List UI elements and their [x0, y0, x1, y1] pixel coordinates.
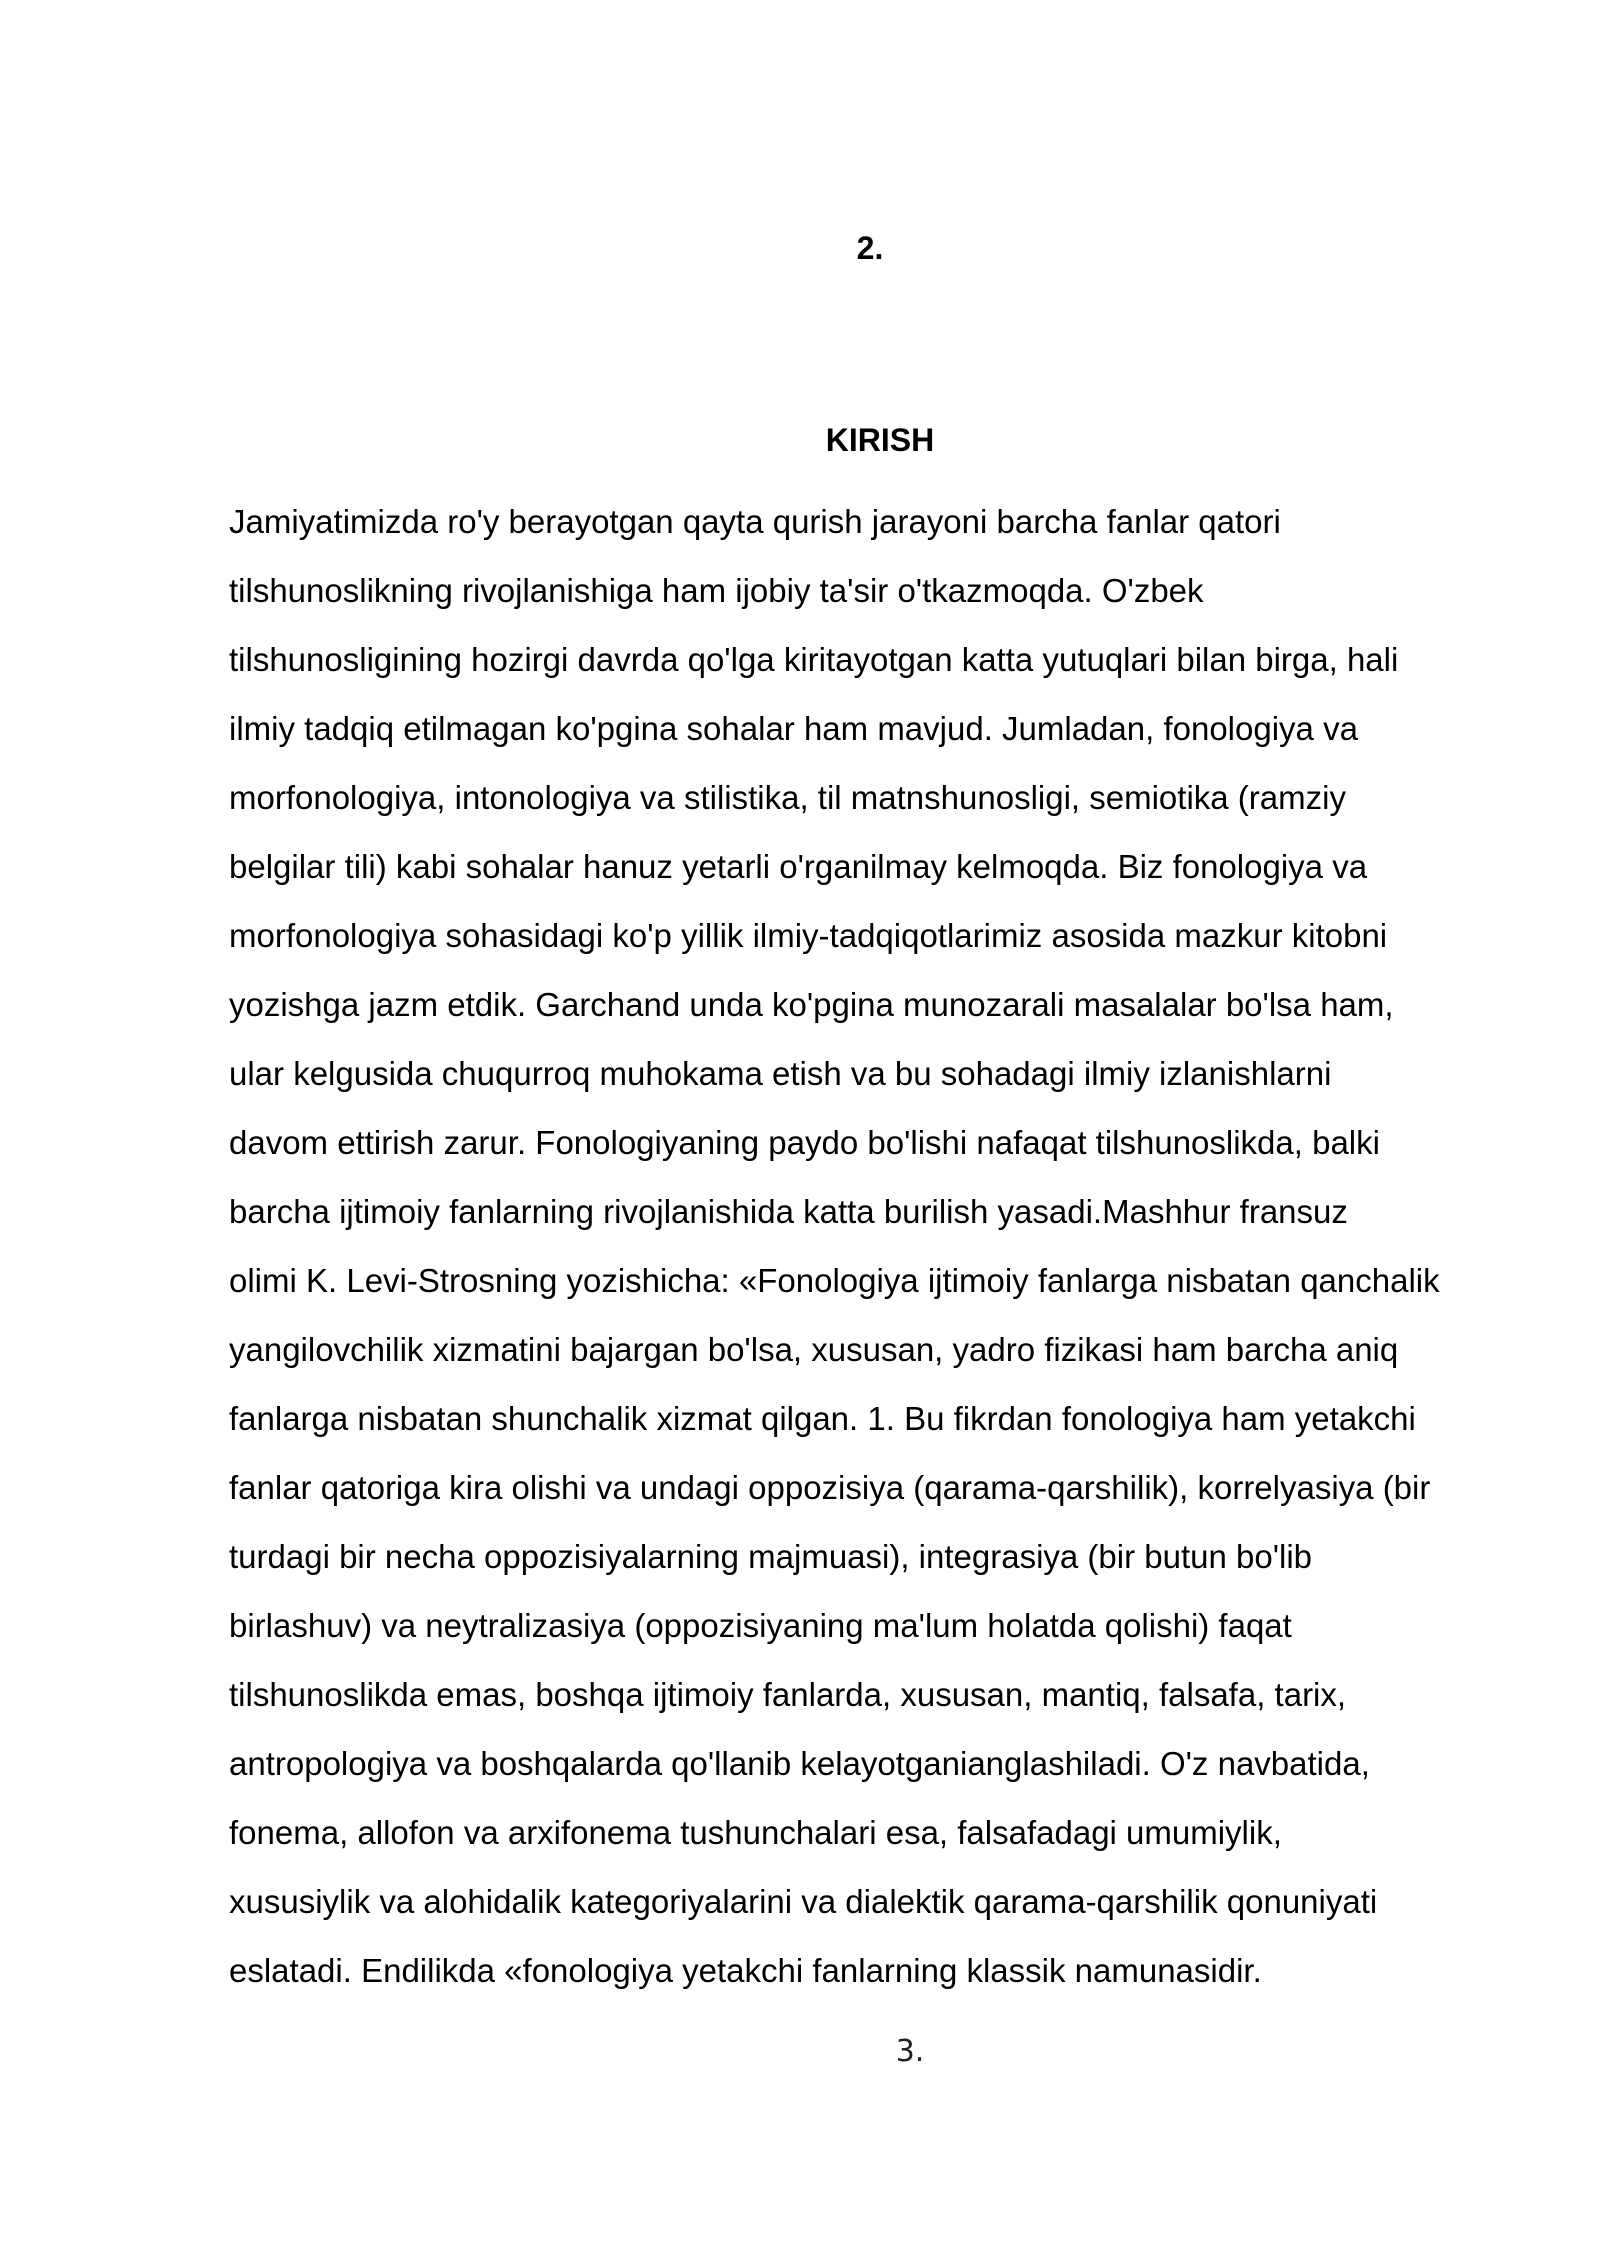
section-heading: KIRISH: [825, 422, 935, 458]
text-line: birlashuv) va neytralizasiya (oppozisiyaning ma'lum holatda qolishi) faqat: [229, 1607, 1292, 1644]
text-line: yangilovchilik xizmatini bajargan bo'lsa, xususan, yadro fizikasi ham barcha aniq: [229, 1331, 1399, 1368]
text-line: fanlar qatoriga kira olishi va undagi oppozisiya (qarama-qarshilik), korrelyasiya (bir: [229, 1469, 1431, 1506]
text-line: barcha ijtimoiy fanlarning rivojlanishida katta burilish yasadi.Mashhur fransuz: [229, 1193, 1348, 1230]
text-line: fonema, allofon va arxifonema tushunchalari esa, falsafadagi umumiylik,: [229, 1814, 1282, 1851]
text-line: tilshunoslikda emas, boshqa ijtimoiy fanlarda, xususan, mantiq, falsafa, tarix,: [229, 1676, 1347, 1713]
body-paragraph: [229, 487, 1519, 2005]
text-line: antropologiya va boshqalarda qo'llanib kelayotganianglashiladi. O'z navbatida,: [229, 1745, 1370, 1782]
text-line: morfonologiya sohasidagi ko'p yillik ilmiy-tadqiqotlarimiz asosida mazkur kitobni: [229, 917, 1388, 954]
text-line: eslatadi. Endilikda «fonologiya yetakchi fanlarning klassik namunasidir.: [229, 1952, 1262, 1989]
text-line: tilshunoslikning rivojlanishiga ham ijobiy ta'sir o'tkazmoqda. O'zbek: [229, 572, 1204, 609]
text-line: yozishga jazm etdik. Garchand unda ko'pgina munozarali masalalar bo'lsa ham,: [229, 986, 1394, 1023]
page-number-top: 2.: [856, 230, 884, 266]
text-line: ilmiy tadqiq etilmagan ko'pgina sohalar ham mavjud. Jumladan, fonologiya va: [229, 710, 1358, 747]
text-line: davom ettirish zarur. Fonologiyaning paydo bo'lishi nafaqat tilshunoslikda, balki: [229, 1124, 1380, 1161]
text-line: tilshunosligining hozirgi davrda qo'lga kiritayotgan katta yutuqlari bilan birga, hali: [229, 641, 1399, 678]
text-line: turdagi bir necha oppozisiyalarning majmuasi), integrasiya (bir butun bo'lib: [229, 1538, 1313, 1575]
text-line: fanlarga nisbatan shunchalik xizmat qilgan. 1. Bu fikrdan fonologiya ham yetakchi: [229, 1400, 1416, 1437]
text-line: ular kelgusida chuqurroq muhokama etish va bu sohadagi ilmiy izlanishlarni: [229, 1055, 1332, 1092]
text-line: Jamiyatimizda ro'y berayotgan qayta qurish jarayoni barcha fanlar qatori: [229, 503, 1281, 540]
text-line: xususiylik va alohidalik kategoriyalarini va dialektik qarama-qarshilik qonuniyati: [229, 1883, 1378, 1920]
page-number-bottom: 3.: [895, 2034, 925, 2069]
text-line: belgilar tili) kabi sohalar hanuz yetarli o'rganilmay kelmoqda. Biz fonologiya va: [229, 848, 1368, 885]
text-line: olimi K. Levi-Strosning yozishicha: «Fonologiya ijtimoiy fanlarga nisbatan qanchalik: [229, 1262, 1440, 1299]
text-line: morfonologiya, intonologiya va stilistika, til matnshunosligi, semiotika (ramziy: [229, 779, 1346, 816]
